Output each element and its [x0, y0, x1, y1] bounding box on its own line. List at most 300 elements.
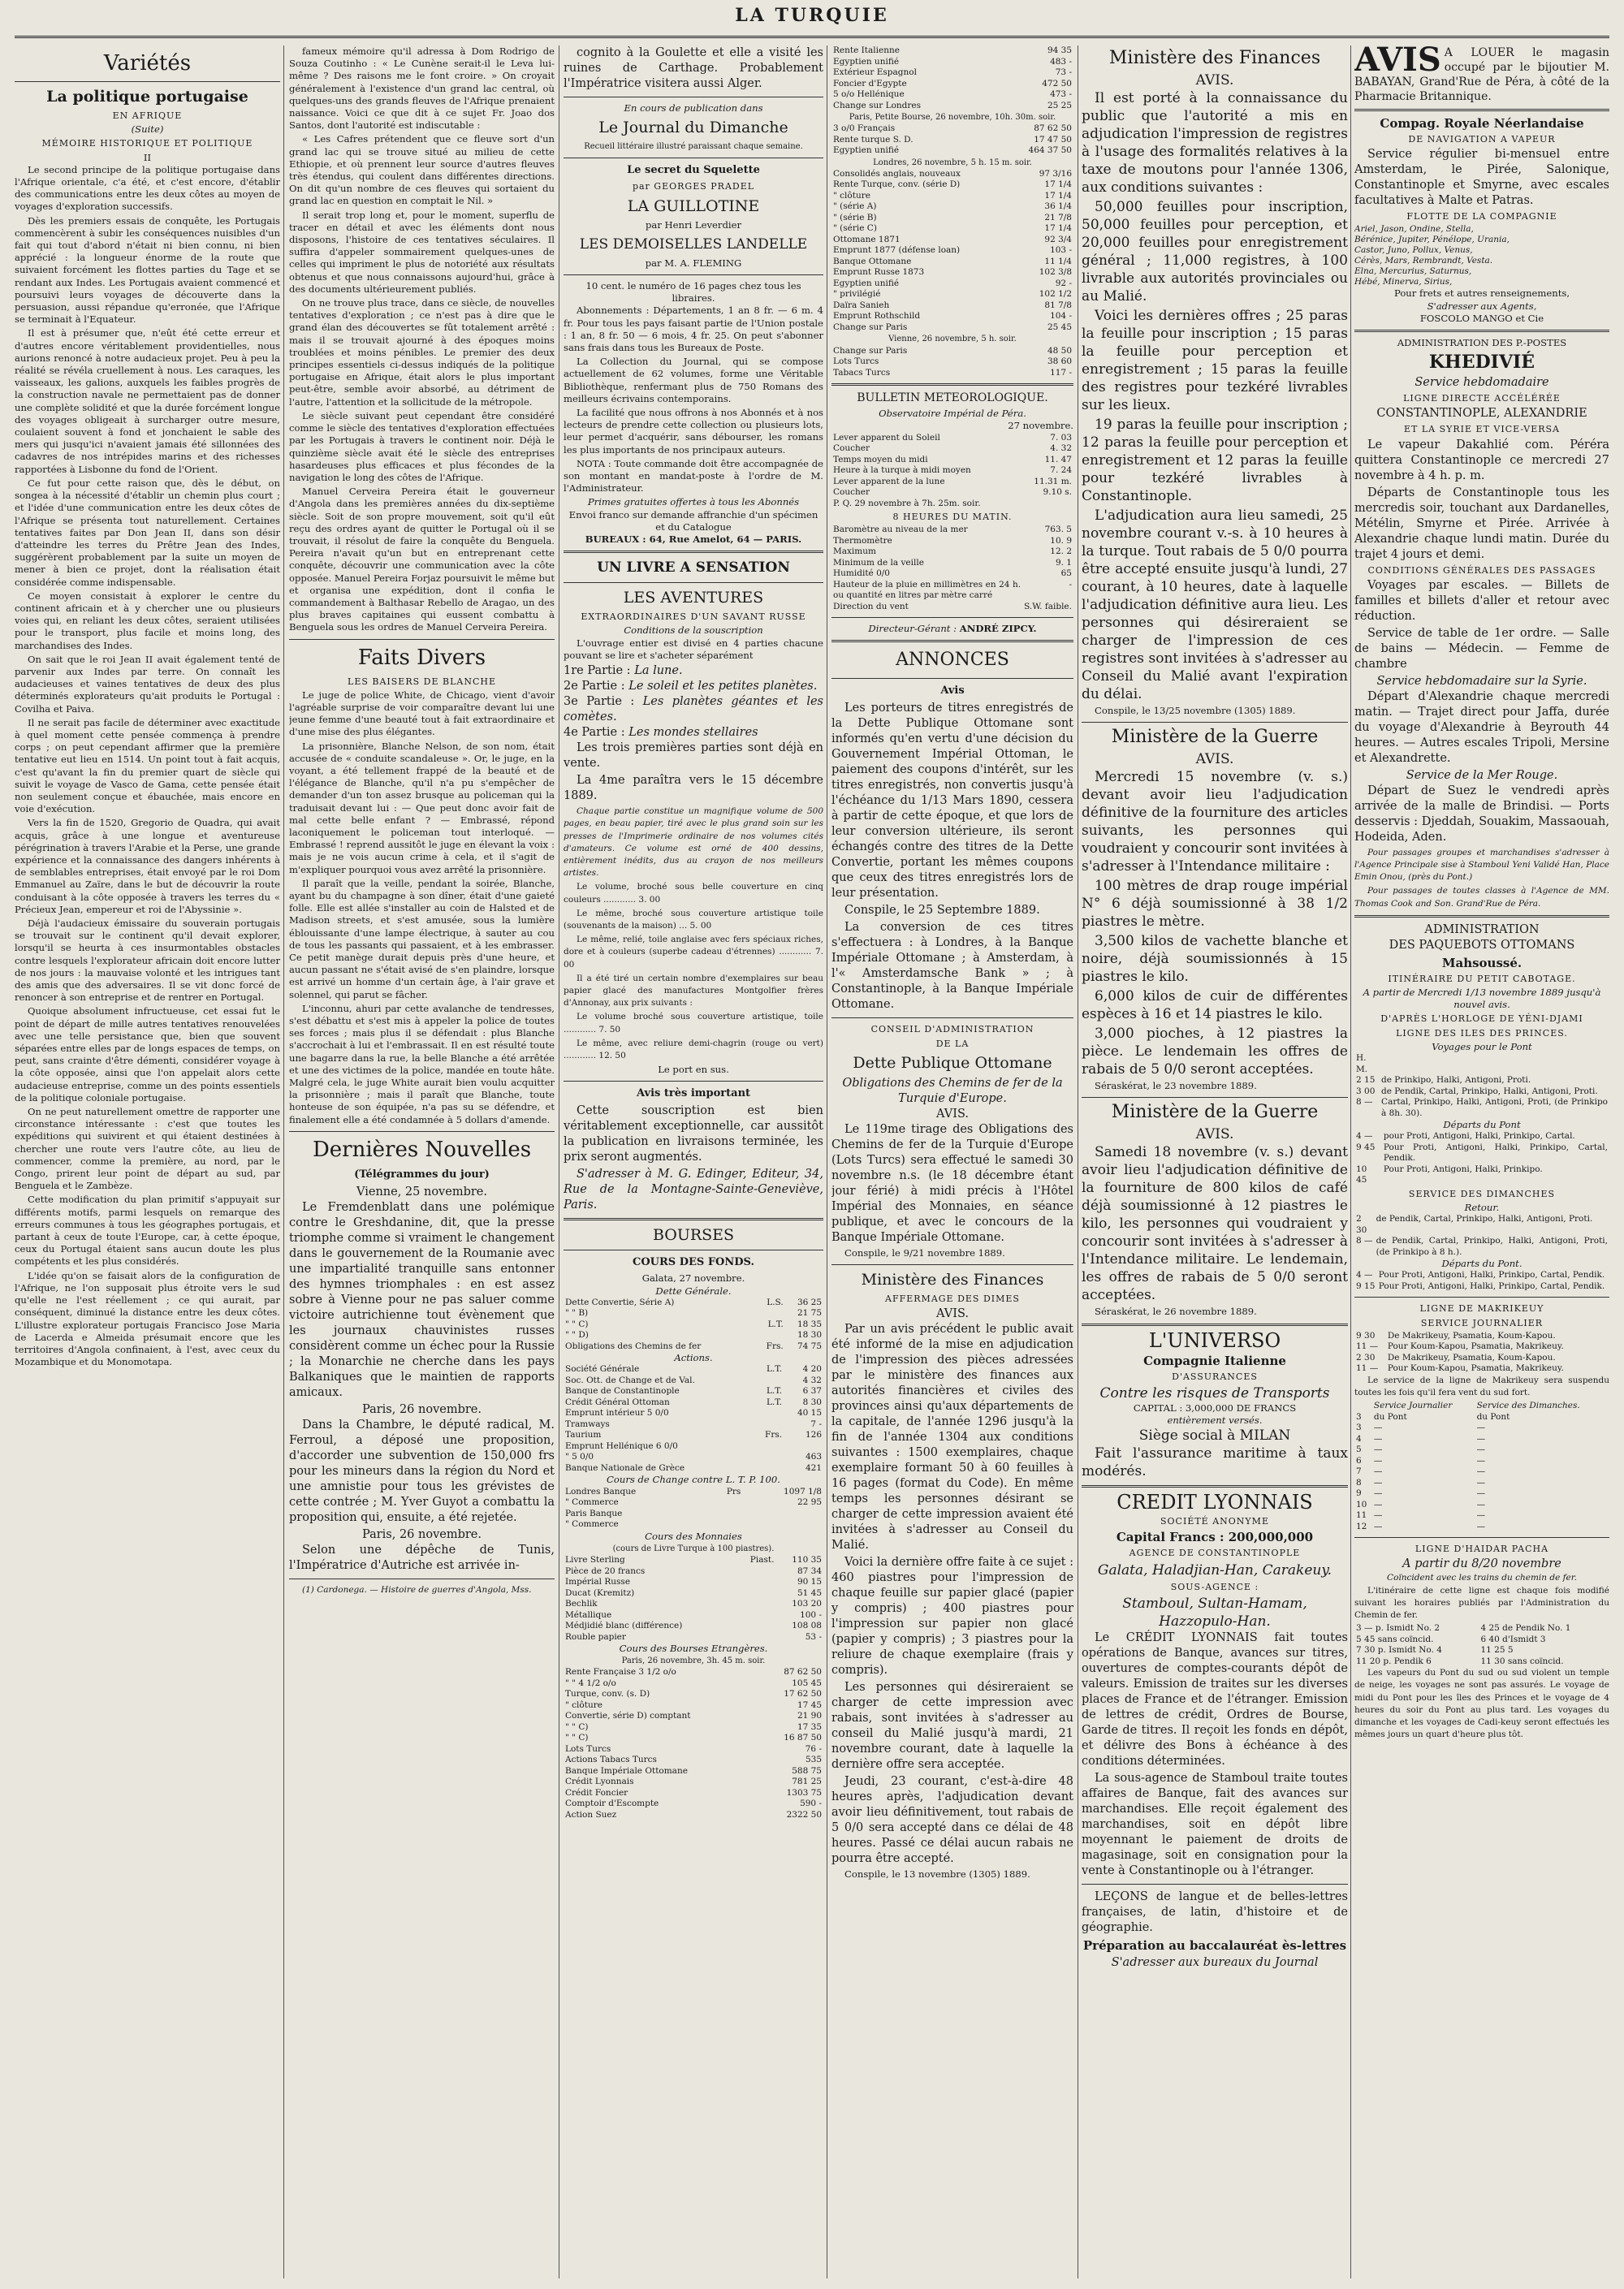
book-title: LES AVENTURES [623, 589, 764, 607]
table-cell: " privilégié [833, 289, 881, 300]
table-row [831, 201, 1073, 213]
table-cell: du Pont [1476, 1411, 1510, 1422]
table-row [564, 1341, 823, 1353]
table-row [1354, 1341, 1609, 1353]
table-cell: Coucher [833, 487, 870, 498]
divider [1082, 1097, 1348, 1098]
table-row [831, 368, 1073, 379]
book-part [564, 725, 823, 741]
paragraph: La facilité que nous offrons à nos Abonnés et à nos lecteurs de prendre cette collection ou plusieurs lots, leur permet d'acquérir, sans débourser, les romans les plus importants de nos principaux auteurs. [564, 407, 823, 456]
table-row [831, 477, 1073, 488]
table-cell: 7 [1356, 1466, 1362, 1477]
price-item: Le même, broché sous couverture artistique toile (souvenants de la maison) ... 5. 00 [564, 908, 823, 931]
table-cell: Lots Turcs [833, 356, 879, 367]
ligne-title: LIGNE DIRECTE ACCÉLÉRÉE [1403, 393, 1561, 404]
makrikeuy-table [1354, 1331, 1609, 1375]
table-cell: " clôture [565, 1699, 603, 1710]
actions-table [564, 1364, 823, 1474]
table-row [831, 602, 1073, 613]
avis-title: AVIS. [1195, 72, 1234, 89]
table-row [1354, 1500, 1609, 1511]
table-row [564, 1678, 823, 1690]
table-cell: — [1373, 1499, 1383, 1509]
column-journal-bourses [564, 45, 823, 2278]
table-cell: Banque de Constantinople [565, 1386, 680, 1397]
table-cell: Crédit Général Ottoman [565, 1397, 670, 1407]
table-cell: P. Q. 29 novembre à 7h. 25m. soir. [833, 498, 981, 508]
paragraph: Mercredi 15 novembre (v. s.) devant avoir lieu l'adjudication définitive de la fourniture des articles suivants, les personnes qui voudraient y concourir sont invitées à s'adresser à l'Intendance militaire : [1082, 769, 1348, 875]
table-cell: Egyptien unifié [833, 278, 900, 288]
table-row [831, 57, 1073, 68]
ships-line: Elna, Mercurius, Saturnus, [1354, 266, 1472, 277]
table-row [564, 1788, 823, 1799]
credit-capital: Capital Francs : 200,000,000 [1116, 1530, 1314, 1545]
table-cell: — [1476, 1423, 1486, 1433]
iles-title: LIGNE DES ILES DES PRINCES. [1396, 1027, 1568, 1039]
table-cell: Consolidés anglais, nouveaux [833, 168, 961, 179]
table-cell: — [1476, 1499, 1486, 1509]
table-row [564, 1700, 823, 1712]
table-cell: 590 - [800, 1799, 822, 1809]
table-cell: 73 - [1055, 67, 1072, 77]
ministry-title: Ministère des Finances [861, 1271, 1044, 1289]
paragraph: 6,000 kilos de cuir de différentes espèces à 16 et 14 piastres le kilo. [1082, 988, 1348, 1023]
table-cell: Extérieur Espagnol [833, 67, 917, 77]
table-cell [754, 1419, 784, 1431]
table-cell: du Pont [1373, 1411, 1407, 1422]
table-cell: Frs. [765, 1430, 783, 1440]
table-row [1354, 1131, 1609, 1142]
table-row [564, 1452, 823, 1463]
table-row [564, 1610, 823, 1622]
kadikeuy-table [1354, 1401, 1609, 1532]
paragraph: La Collection du Journal, qui se compose actuellement de 62 volumes, forme une Véritable Bibliothèque, renfermant plus de 750 Romans des meilleurs écrivains contemporains. [564, 356, 823, 404]
table-cell: Ottomane 1871 [833, 234, 901, 244]
paragraph: La 4me paraîtra vers le 15 décembre 1889. [564, 774, 823, 803]
table-row [831, 311, 1073, 322]
table-row [831, 257, 1073, 268]
table-cell: 16 87 50 [784, 1733, 822, 1743]
table-cell: 17 35 [797, 1721, 822, 1732]
table-row [831, 145, 1073, 157]
table-cell: 11 — [1356, 1341, 1379, 1352]
table-row [831, 67, 1073, 79]
paragraph: Le vapeur Dakahlié com. Péréra quittera Constantinople ce mercredi 27 novembre à 4 h. p. m. [1354, 438, 1609, 482]
credit-agence: AGENCE DE CONSTANTINOPLE [1129, 1548, 1301, 1559]
table-cell: — [1476, 1521, 1486, 1531]
table-cell: — [1373, 1466, 1383, 1477]
table-row [1354, 1510, 1609, 1522]
paragraph: NOTA : Toute commande doit être accompagnée de son montant en mandat-poste à l'ordre de M. l'Administrateur. [564, 457, 823, 495]
divider [1354, 915, 1609, 918]
article-subtitle: EN AFRIQUE [112, 110, 183, 121]
divider [1082, 722, 1348, 723]
table-row [1354, 1635, 1609, 1646]
table-cell: 4. 32 [1050, 443, 1072, 454]
admin-khed: ADMINISTRATION DES P.-POSTES [1397, 337, 1567, 349]
table-row [1354, 1522, 1609, 1533]
table-row [564, 1308, 823, 1319]
table-cell [736, 1632, 775, 1643]
paragraph: Déjà l'audacieux émissaire du souverain portugais se trouvait sur le continent qu'il devait explorer, lorsqu'il se heurta à ces insurmontables obstacles contre lesquels l'explorateur africain doit encore lutter de nos jours : la mauvaise volonté et les intrigues tant des amis que des adversaires. Il se vit donc forcé de renoncer à son entreprise et de rentrer en Portugal. [15, 918, 280, 1004]
table-row [564, 1555, 823, 1566]
table-cell: " " D) [565, 1330, 589, 1341]
agents-line: S'adresser aux Agents, [1427, 300, 1537, 312]
table-cell: Turque, conv. (s. D) [565, 1689, 650, 1699]
table-row [831, 443, 1073, 455]
paragraph: Jeudi, 23 courant, c'est-à-dire 48 heures après, l'adjudication devant avoir lieu définitivement, tout rabais de 5 0/0 sera accepté dans ce délai de 48 heures. Passé ce délai aucun rabais ne pourra être accepté. [831, 1775, 1073, 1866]
paragraph: Chaque partie constitue un magnifique volume de 500 pages, en beau papier, tiré avec le plus grand soin sur les presses de l'Imprimerie ordinaire de nos volumes cités d'amateurs. Ce volume est orné de 400 dessins, entièrement inédits, dus au crayon de nos meilleurs artistes. [564, 806, 823, 879]
table-cell: 90 15 [797, 1577, 822, 1587]
table-cell: Rente Italienne [833, 45, 900, 55]
novel-author: par Henri Leverdier [646, 218, 741, 231]
table-cell: " Commerce [565, 1497, 619, 1508]
table-cell: " 5 0/0 [565, 1452, 594, 1462]
paragraph: Il ne serait pas facile de déterminer avec exactitude à quel moment cette pensée commença à prendre corps ; on peut cependant affirmer que la première tentative eut lieu en 1514. Un point tout à fait acquis, c'est qu'avant la fin du premier quart de siècle qui suivit le voyage de Vasco de Gama, cette pensée était non seulement conçue et ébauchée, mais encore en voie d'exécution. [15, 716, 280, 815]
table-cell: " " C) [565, 1721, 589, 1732]
table-cell: 3 — p. Ismidt No. 2 [1356, 1623, 1440, 1634]
dimanches-title: SERVICE DES DIMANCHES [1408, 1188, 1556, 1199]
paragraph: Il paraît que la veille, pendant la soirée, Blanche, ayant bu du champagne à son dîner, était d'une gaieté folle. Elle est allée s'installer au coin de Halsted et de Madison streets, et s'est amusée, sous la lumière éblouissante d'une lampe électrique, à sauter au cou de tous les passants qui passaient, et à les embrasser. Ce petit manège durait depuis près d'une heure, et aucun passant ne s'était avisé de s'en plaindre, lorsque est arrivé un homme d'un certain âge, à l'air grave et solennel, qui parut se fâcher. [289, 877, 555, 1000]
table-cell: Soc. Ott. de Change et de Val. [565, 1375, 695, 1385]
table-cell: Actions Tabacs Turcs [565, 1755, 657, 1765]
table-row [831, 169, 1073, 180]
pub-line: En cours de publication dans [624, 102, 763, 114]
table-cell: 18 30 [797, 1330, 822, 1341]
table-row [564, 1599, 823, 1610]
paragraph: Départ de Suez le vendredi après arrivée de la malle de Brindisi. — Ports desservis : Djeddah, Souakim, Massaouah, Hodeida, Aden. [1354, 784, 1609, 844]
table-cell [708, 1497, 742, 1509]
table-cell: 117 - [1050, 367, 1072, 378]
footnote: (1) Cardonega. — Histoire de guerres d'Angola, Mss. [302, 1584, 532, 1595]
table-row [564, 1566, 823, 1578]
bulletin-title: BULLETIN METEOROLOGIQUE. [857, 391, 1048, 405]
departs-table [1354, 1131, 1609, 1186]
table-cell [757, 1330, 785, 1341]
dateline: Vienne, 25 novembre. [356, 1185, 487, 1198]
table-row [564, 1509, 823, 1520]
table-cell [736, 1610, 775, 1622]
paragraph: Le CRÉDIT LYONNAIS fait toutes opérations de Banque, avances sur titres, ouvertures de comptes-courants dépôt de valeurs. Emission de traites sur les diverses places de France et de l'étranger. Emission de lettres de crédit, Ordres de Bourse, Garde de titres. Il reçoit les fonds en dépôt, et délivre des Bons à échéance à des conditions déterminées. [1082, 1630, 1348, 1768]
table-cell: 103 20 [792, 1599, 822, 1609]
table-row [831, 191, 1073, 202]
table-cell: 92 3/4 [1044, 234, 1072, 244]
paragraph: Service régulier bi-mensuel entre Amsterdam, le Pirée, Salonique, Constantinople et Smyrne, avec escales facultatives à Malte et Patras. [1354, 148, 1609, 208]
table-row [1354, 1214, 1609, 1236]
article-part-number: II [143, 151, 152, 163]
table-row [564, 1621, 823, 1632]
table-row [831, 546, 1073, 558]
table-cell: Thermomètre [833, 535, 892, 546]
paragraph: fameux mémoire qu'il adressa à Dom Rodrigo de Souza Coutinho : « Le Cunène serait-il le Leva lui-même ? Des raisons me le font croire. » On croyait généralement à l'existence d'un grand lac central, où quelques-uns des grands fleuves de l'Afrique prenaient naissance. Voici ce que dit à ce sujet Fr. Joao dos Santos, dont l'autorité est indiscutable : [289, 45, 555, 132]
universo-contre: Contre les risques de Transports [1099, 1384, 1330, 1401]
section-title-faits-divers: Faits Divers [357, 645, 486, 670]
column-divider [1350, 45, 1351, 2278]
paragraph: Dès les premiers essais de conquête, les Portugais commencèrent à subir les conséquences nuisibles d'un fait qui tout d'abord n'était ni bien connu, ni bien apprécié : la longueur énorme de la route que suivaient forcément les flottes parties du Tage et se rendant aux Indes. Les Portugais avaient commencé et poursuivi leurs voyages de découverte dans la persuasion, aussi répandue qu'erronée, que l'Afrique se terminait à l'Equateur. [15, 214, 280, 326]
table-row [1354, 1478, 1609, 1489]
table-cell: — [1373, 1521, 1383, 1531]
table-cell: 104 - [1050, 311, 1072, 322]
haidar-title: LIGNE D'HAIDAR PACHA [1415, 1544, 1549, 1555]
table-cell: Action Suez [565, 1809, 617, 1820]
table-cell: 110 35 [792, 1555, 822, 1566]
retour-table [1354, 1214, 1609, 1258]
ministry-title: Ministère de la Guerre [1111, 1102, 1319, 1123]
table-cell: 473 - [1050, 89, 1072, 99]
paragraph: Manuel Cerveira Pereira était le gouverneur d'Angola dans les premières années du dix-septième siècle. Soit de son propre mouvement, soit qu'il eût reçu des ordres ayant de quitter le Portugal où il se trouvait, il résolut de faire la conquête du Benguela. Pereira n'avait qu'un but en entreprenant cette conquête, découvrir une communication avec la côte opposée. Manuel Pereira Forjaz poursuivit le même but et organisa une expédition, dont il confia le commandement à Balthasar Rebello de Aragao, un des plus braves capitaines qui eussent combattu à Benguela sous les ordres de Manuel Cerveira Pereira. [289, 486, 555, 633]
table-cell: 65 [1060, 568, 1072, 579]
novel-title: LA GUILLOTINE [627, 197, 760, 215]
universo-title: L'UNIVERSO [1148, 1328, 1281, 1352]
table-cell: Médjidié blanc (différence) [565, 1621, 683, 1631]
table-cell: de Pendik, Cartal, Prinkipo, Halki, Antigoni, Proti, (de Prinkipo à 8 h.). [1376, 1236, 1608, 1257]
paragraph: Pour passages groupes et marchandises s'adresser à l'Agence Principale sise à Stamboul Yeni Validé Han, Place Emin Onou, (près du Pont.) [1354, 847, 1609, 883]
table-cell: 18 35 [797, 1319, 822, 1329]
table-cell: Tabacs Turcs [833, 367, 891, 378]
table-row [831, 356, 1073, 368]
journalier-title: SERVICE JOURNALIER [1420, 1317, 1544, 1328]
credit-stamboul: Stamboul, Sultan-Hamam, Hazzopulo-Han. [1122, 1595, 1307, 1630]
price-item: Le volume, broché sous belle couverture en cinq couleurs ............ 3. 00 [564, 882, 823, 905]
table-cell [736, 1621, 775, 1632]
table-cell: — [1373, 1423, 1383, 1433]
admin-paq: ADMINISTRATION [1424, 922, 1540, 936]
book-part-label: 4e Partie : [564, 726, 625, 740]
table-row [831, 455, 1073, 466]
table-cell: Pour Proti, Antigoni, Halki, Prinkipo, Cartal, Pendik. [1383, 1142, 1608, 1164]
table-cell: 5 o/o Hellénique [833, 89, 905, 99]
table-row [831, 45, 1073, 57]
table-subtitle: (cours de Livre Turque à 100 piastres). [612, 1544, 775, 1553]
paragraph: On sait que le roi Jean II avait également tenté de parvenir aux Indes par terre. On connaît les audacieuses et vaines tentatives de deux des plus déterminés explorateurs qu'ait produits le Portugal : Covilha et Paiva. [15, 653, 280, 715]
table-row [1354, 1236, 1609, 1258]
table-cell: — [1373, 1488, 1383, 1499]
paragraph: Le Fremdenblatt dans une polémique contre le Greshdanine, dit, que la presse triomphe comme si vraiment le changement dans le gouvernement de la Roumanie avec une impartialité tranquille sans entonner des hymnes triomphales : en est assez sobre à Vienne pour ne pas saluer comme victoire autrichienne tout évènement que les journaux chauvinistes russes considèrent comme un échec pour la Russie ; la Monarchie ne cherche dans les pays Balkaniques que le maintien de rapports amicaux. [289, 1200, 555, 1399]
table-title: Actions. [674, 1352, 713, 1364]
table-cell: Crédit Foncier [565, 1787, 628, 1798]
table-cell: " (série A) [833, 201, 877, 212]
paragraph: Le 119me tirage des Obligations des Chemins de fer de la Turquie d'Europe (Lots Turcs) sera effectué le samedi 30 novembre n.s. (le 18 décembre étant jour férié) à midi précis à l'Hôtel Impérial des Monnaies, en séance publique, et avec le concours de la Banque Impériale Ottomane. [831, 1122, 1073, 1244]
table-row [564, 1487, 823, 1498]
table-row [831, 235, 1073, 246]
table-cell: 10 [1356, 1499, 1367, 1509]
paragraph: cognito à la Goulette et elle a visité les ruines de Carthage. Probablement l'Impératrice visitera aussi Alger. [564, 46, 823, 90]
book-part-title: Les mondes stellaires [628, 726, 758, 740]
table-cell: 535 [805, 1755, 822, 1765]
retour-title: Retour. [1464, 1201, 1500, 1213]
table-cell: 40 15 [797, 1408, 822, 1419]
table-row [831, 245, 1073, 257]
avis-title: Avis [940, 685, 965, 697]
affermage: AFFERMAGE DES DIMES [885, 1294, 1020, 1305]
table-row [1354, 1456, 1609, 1467]
table-cell: 9. 1 [1055, 557, 1072, 568]
table-cell: Convertie, série D) comptant [565, 1711, 691, 1721]
table-cell [736, 1566, 775, 1578]
table-cell: — [1476, 1488, 1486, 1499]
observatory: Observatoire Impérial de Péra. [879, 408, 1026, 420]
change-table [564, 1487, 823, 1531]
dette-title: Dette Publique Ottomane [853, 1053, 1052, 1072]
table-cell: Impérial Russe [565, 1577, 631, 1587]
table-cell: Société Générale [565, 1364, 640, 1375]
divider [831, 383, 1073, 386]
table-row [564, 1419, 823, 1431]
table-cell: " " C) [565, 1733, 589, 1743]
table-cell [754, 1441, 784, 1453]
table-cell: 781 25 [792, 1777, 822, 1787]
universo-capital: CAPITAL : 3,000,000 DE FRANCS [1133, 1401, 1297, 1414]
table-row [564, 1777, 823, 1788]
divider [564, 274, 823, 275]
avis-title: Avis très important [636, 1087, 751, 1100]
paragraph: Samedi 18 novembre (v. s.) devant avoir lieu l'adjudication définitive de la fourniture de 800 kilos de café déjà soumissionné à 12 piastres le kilo, les personnes qui voudraient y concourir sont invitées à s'adresser à l'Intendance militaire. Le lendemain, les offres de rabais de 5 0/0 seront acceptées. [1082, 1144, 1348, 1304]
departs-table-2 [1354, 1270, 1609, 1292]
londres-table [831, 169, 1073, 334]
conditions-title: CONDITIONS GÉNÉRALES DES PASSAGES [1367, 564, 1596, 576]
table-cell: 2 30 [1356, 1214, 1367, 1235]
table-cell: — [1373, 1510, 1383, 1521]
table-cell: 11.31 m. [1034, 476, 1072, 486]
divider [564, 1218, 823, 1220]
paragraph: Le second principe de la politique portugaise dans l'Afrique orientale, c'a été, et c'est encore, d'établir des communications entre les deux côtes au moyen de voyages d'exploration successifs. [15, 163, 280, 213]
table-cell: — [1476, 1466, 1486, 1477]
table-cell: 1097 1/8 [784, 1486, 822, 1496]
table-cell: 87 62 50 [1034, 123, 1072, 134]
divider [831, 678, 1073, 679]
table-cell: 7. 03 [1050, 432, 1072, 443]
universo-capital-note: entièrement versés. [1167, 1414, 1263, 1427]
article-title: La politique portugaise [46, 88, 248, 106]
divider [831, 1264, 1073, 1265]
table-row [831, 568, 1073, 580]
table-cell: Bechlik [565, 1599, 598, 1609]
table-cell: 5 45 sans coïncid. [1356, 1634, 1434, 1644]
table-cell: — [1476, 1477, 1486, 1488]
table-cell: Lever apparent de la lune [833, 476, 945, 486]
table-cell [742, 1509, 823, 1520]
table-subtitle: Paris, 26 novembre, 3h. 45 m. soir. [621, 1656, 766, 1666]
paragraph: Dans la Chambre, le député radical, M. Ferroul, a déposé une proposition, d'accorder une subvention de 150,000 frs pour les mineurs dans la région du Nord et une amnistie pour tous les grévistes de cette contrée ; M. Yver Guyot a combattu la proposition qui, ensuite, a été rejetée. [289, 1418, 555, 1524]
paragraph: Quoique absolument infructueuse, cet essai fut le point de départ de mille autres tentatives renouvelées avec une telle persistance que, bien que souvent séparées entre elles par de longs espaces de temps, on peut, sans crainte d'être démenti, considérer voyage à la côte opposée, ainsi que l'on appelait alors cette audacieuse entreprise, comme un des points essentiels de la politique coloniale portugaise. [15, 1005, 280, 1103]
book-part [564, 694, 823, 725]
table-cell: 17 1/4 [1044, 190, 1072, 201]
makrikeuy-title: LIGNE DE MAKRIKEUY [1419, 1303, 1544, 1315]
avis-title: AVIS. [1195, 1126, 1234, 1143]
table-cell: 5 [1356, 1445, 1362, 1455]
table-cell: 17 1/4 [1044, 179, 1072, 190]
table-row [831, 346, 1073, 357]
table-cell: Rouble papier [565, 1631, 626, 1642]
avis-a-louer [1354, 45, 1609, 104]
book-part-title: Les planètes géantes et les comètes. [564, 695, 823, 724]
table-row [1354, 1097, 1609, 1119]
table-cell: - [1069, 579, 1072, 590]
paragraph: La sous-agence de Stamboul traite toutes affaires de Banque, fait des avances sur marchandises. Elle reçoit également des marchandises, soit en dépôt libre moyennant le paiement de droits de magasinage, soit en consignation pour la vente à Constantinople ou à l'étranger. [1082, 1771, 1348, 1877]
paragraph: Fait l'assurance maritime à taux modérés. [1082, 1445, 1348, 1480]
table-cell: 94 35 [1047, 45, 1072, 55]
table-cell: Lots Turcs [565, 1743, 611, 1754]
meteo-subtitle: 8 HEURES DU MATIN. [892, 512, 1013, 523]
table-row [564, 1711, 823, 1722]
foscolo-line: FOSCOLO MANGO et Cie [1419, 312, 1544, 324]
table-cell: 4 — [1356, 1131, 1373, 1142]
table-row [1354, 1270, 1609, 1281]
ships-line: Cérès, Mars, Rembrandt, Vesta. [1354, 256, 1493, 266]
paragraph: Abonnements : Départements, 1 an 8 fr. — 6 m. 4 fr. Pour tous les pays faisant partie de l'Union postale : 1 an, 8 fr. 50 — 6 mois, 4 fr. 25. On peut s'abonner sans frais dans tous les Bureaux de Poste. [564, 304, 823, 354]
table-row [564, 1755, 823, 1766]
paragraph: Il est à présumer que, n'eût été cette erreur et d'autres encore véritablement providentielles, nous aurions renoncé à notre audacieux projet. Peu à peu la réalité se révéla cruellement à nous. Les caraques, les vaisseaux, les galions, auxquels les faibles progrès de la construction navale ne permettaient pas de donner une complète solidité et que la durée forcément longue des voyages obligeait à surcharger outre mesure, coulaient souvent à fond et jonchaient le sable des mers qui jusqu'ici n'avaient jamais été sillonnées des cadavres de nos intrépides marins et des richesses rapportées à Lisbonne du fond de l'Orient. [15, 327, 280, 475]
universo-siege: Siège social à MILAN [1138, 1427, 1291, 1445]
table-row [831, 101, 1073, 112]
dateline: Londres, 26 novembre, 5 h. 15 m. soir. [873, 158, 1032, 167]
paragraph: On ne trouve plus trace, dans ce siècle, de nouvelles tentatives d'exploration ; ce n'est pas à dire que le grand élan des découvertes se fût totalement arrêté : mais il se trouvait ajourné à des époques moins troublées et moins pénibles. Le premier des deux principes essentiels ci-dessus indiqués de la politique portugaise en Afrique, était alors le plus important peut-être, semble avoir absorbé, au détriment de l'autre, l'attention et la sollicitude de la métropole. [289, 297, 555, 408]
journal-subtitle: Recueil littéraire illustré paraissant chaque semaine. [584, 142, 803, 152]
table-cell: L.T. [766, 1364, 783, 1375]
table-cell: — [1373, 1455, 1383, 1466]
table-cell: 25 45 [1047, 322, 1072, 332]
table-cell: — [1476, 1510, 1486, 1521]
paragraph: Conspile, le 13 novembre (1305) 1889. [844, 1868, 1030, 1881]
table-cell [1380, 1053, 1609, 1075]
table-row [564, 1408, 823, 1419]
table-row [1354, 1445, 1609, 1456]
table-row [1354, 1656, 1609, 1668]
table-cell: 22 95 [797, 1497, 822, 1508]
divider [564, 551, 823, 553]
paragraph: Voici la dernière offre faite à ce sujet : 460 piastres pour l'impression de chaque feuille sur papier glacé (papier y compris) ; 400 piastres pour l'impression sur papier non glacé (papier y compris) ; 3 piastres pour la reliure de chaque exemplaire (frais y compris). [831, 1556, 1073, 1678]
paragraph: Départs de Constantinople tous les mercredis soir, touchant aux Dardanelles, Métélin, Smyrne et Pirée. Arrivée à Alexandrie chaque lundi matin. Durée du trajet 4 jours et demi. [1354, 486, 1609, 561]
table-cell: " clôture [833, 190, 870, 201]
table-row [831, 123, 1073, 135]
table-row [1354, 1086, 1609, 1098]
paragraph: Il a été tiré un certain nombre d'exemplaires sur beau papier glacé des manufactures Montgolfier frères d'Annonay, aux prix suivants : [564, 973, 823, 1008]
table-row [831, 300, 1073, 312]
table-cell: Emprunt 1877 (défense loan) [833, 245, 961, 256]
table-cell: Ducat (Kremitz) [565, 1587, 635, 1598]
table-cell: 4 [1356, 1433, 1362, 1444]
table-cell: 87 34 [797, 1566, 822, 1576]
table-cell: L.S. [767, 1297, 784, 1307]
table-cell: " (série B) [833, 212, 877, 222]
table-cell: Pour Proti, Antigoni, Halki, Prinkipo. [1383, 1164, 1543, 1174]
voyages-pont: Voyages pour le Pont [1432, 1040, 1532, 1052]
paragraph: S'adresser à M. G. Edinger, Editeur, 34, Rue de la Montagne-Sainte-Geneviève, Paris. [564, 1168, 823, 1212]
paragraph: L'ouvrage entier est divisé en 4 parties chacune pouvant se lire et s'acheter séparément [564, 637, 823, 661]
table-row [1354, 1142, 1609, 1164]
paragraph: Séraskérat, le 26 novembre 1889. [1095, 1306, 1257, 1318]
table-row [564, 1766, 823, 1777]
table-cell: 11 1/4 [1044, 256, 1072, 266]
bureaux-line: BUREAUX : 64, Rue Amelot, 64 — PARIS. [585, 533, 802, 546]
table-cell: Foncier d'Egypte [833, 78, 907, 89]
price-item: Le même, relié, toile anglaise avec fers spéciaux riches, dore et à couleurs (superbe cadeau d'étrennes) ............ 7. 00 [564, 935, 823, 970]
paragraph: « Les Cafres prétendent que ce fleuve sort d'un grand lac qui se trouve situé au milieu de cette Ethiopie, et où prennent leur source d'autres fleuves très étendus, qui coulent dans différentes directions. On dit qu'un nombre de ces fleuves qui sortaient du grand lac en question en comptait le Nil. » [289, 133, 555, 207]
column-faits-divers [289, 45, 555, 2278]
annonces-title: ANNONCES [896, 650, 1009, 671]
primes-line: Primes gratuites offertes à tous les Abonnés [587, 496, 800, 508]
table-cell: de Pendik, Cartal, Prinkipo, Halki, Antigoni, Proti. [1381, 1086, 1598, 1096]
dateline: Paris, 26 novembre. [361, 1402, 482, 1416]
table-row [831, 499, 1073, 510]
price-item: Le même, avec reliure demi-chagrin (rouge ou vert) ............ 12. 50 [564, 1038, 823, 1060]
table-cell: Humidité 0/0 [833, 568, 890, 579]
divider [831, 617, 1073, 618]
table-cell: L.T. [767, 1319, 784, 1329]
dateline: Vienne, 26 novembre, 5 h. soir. [888, 335, 1017, 344]
khedivie-title: KHEDIVIÉ [1428, 352, 1535, 374]
universo-subtitle: Compagnie Italienne [1143, 1353, 1286, 1368]
